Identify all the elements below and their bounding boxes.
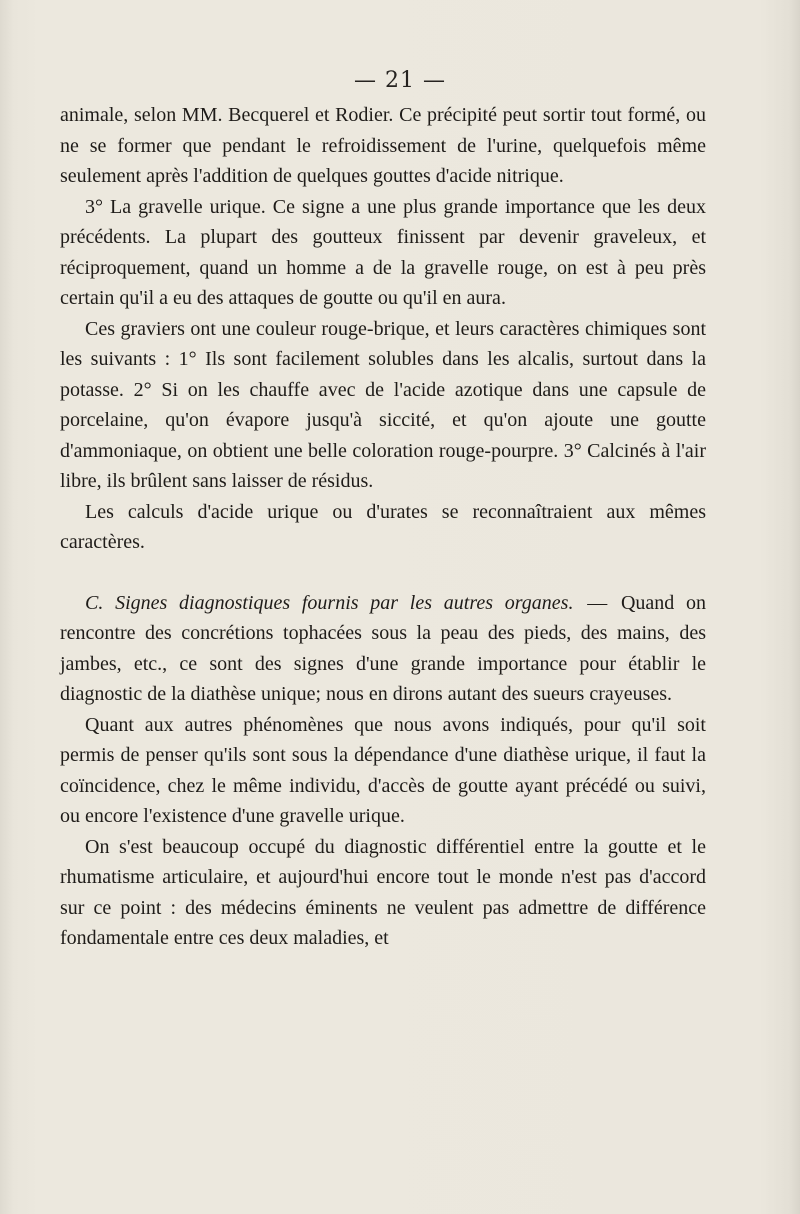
paragraph-diagnostic-differentiel: On s'est beaucoup occupé du diagnostic différentiel entre la goutte et le rhumatisme articulaire, et aujourd'hui encore tout le monde n'est pas d'accord sur ce point : des médecins éminents ne veulent pas admettre de différence fondamentale entre ces deux maladies, et (60, 835, 706, 949)
paragraph-graviers: Ces graviers ont une couleur rouge-brique, et leurs caractères chimiques sont les suivants : 1° Ils sont facilement solubles dans les alcalis, surtout dans la potasse. 2° Si on les chauffe avec de l'acide azotique dans une capsule de porcelaine, qu'on évapore jusqu'à siccité, et qu'on ajoute une goutte d'ammoniaque, on obtient une belle coloration rouge-pourpre. 3° Calcinés à l'air libre, ils brûlent sans laisser de résidus. (60, 317, 706, 492)
body-text (60, 100, 706, 954)
paragraph-continuation: animale, selon MM. Becquerel et Rodier. Ce précipité peut sortir tout formé, ou ne se former que pendant le refroidissement de l'urine, quelquefois même seulement après l'addition de quelques gouttes d'acide nitrique. (60, 104, 706, 187)
section-heading: C. Signes diagnostiques fournis par les autres organes. (85, 591, 574, 614)
paragraph-gravelle-urique: 3° La gravelle urique. Ce signe a une plus grande importance que les deux précédents. La plupart des goutteux finissent par devenir graveleux, et réciproquement, quand un homme a de la gravelle rouge, on est à peu près certain qu'il a eu des attaques de goutte ou qu'il en aura. (60, 195, 706, 309)
paragraph-calculs: Les calculs d'acide urique ou d'urates se reconnaîtraient aux mêmes caractères. (60, 500, 706, 553)
section-dash: — (587, 591, 608, 614)
section-text: Quand on rencontre des concrétions tophacées sous la peau des pieds, des mains, des jambes, etc., ce sont des signes d'une grande importance pour établir le diagnostic de la diathèse unique; nous en dirons autant des sueurs crayeuses. (60, 591, 707, 705)
page-number: — 21 — (354, 68, 446, 93)
paragraph-section-c (60, 588, 706, 710)
paragraph-autres-phenomenes: Quant aux autres phénomènes que nous avons indiqués, pour qu'il soit permis de penser qu'ils sont sous la dépendance d'une diathèse urique, il faut la coïncidence, chez le même individu, d'accès de goutte ayant précédé ou suivi, ou encore l'existence d'une gravelle urique. (60, 713, 706, 827)
